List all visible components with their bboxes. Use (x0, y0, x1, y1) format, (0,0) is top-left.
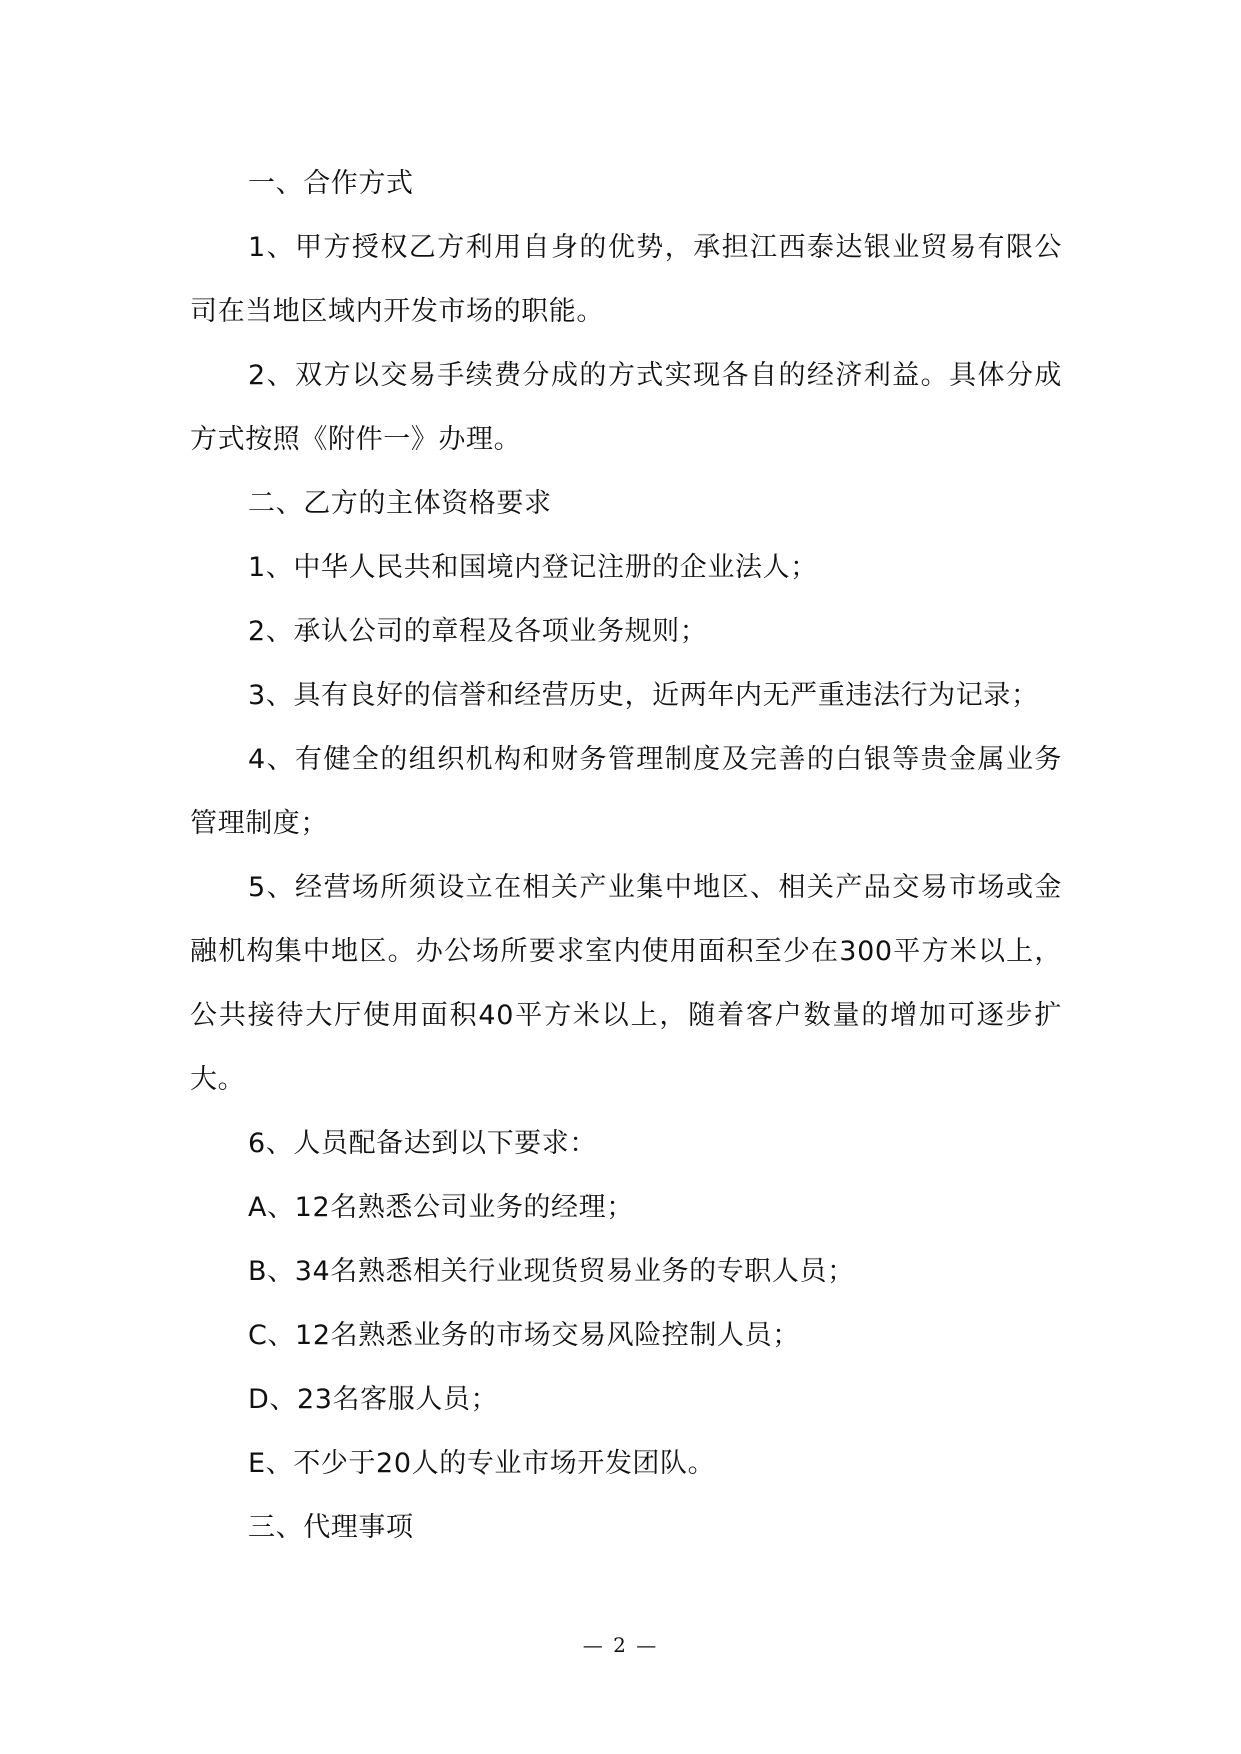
staff-item-b: B、34名熟悉相关行业现货贸易业务的专职人员； (248, 1256, 855, 1287)
section-heading-qualification: 二、乙方的主体资格要求 (248, 488, 552, 519)
paragraph-qualification-6: 6、人员配备达到以下要求： (248, 1128, 597, 1159)
staff-item-c: C、12名熟悉业务的市场交易风险控制人员； (248, 1320, 800, 1351)
section-heading-cooperation: 一、合作方式 (248, 168, 414, 199)
paragraph-qualification-2: 2、承认公司的章程及各项业务规则； (248, 616, 708, 647)
staff-item-d: D、23名客服人员； (248, 1384, 499, 1415)
paragraph-qualification-5: 5、经营场所须设立在相关产业集中地区、相关产品交易市场或金融机构集中地区。办公场所要求室内使用面积至少在300平方米以上，公共接待大厅使用面积40平方米以上，随着客户数量的增加可逐步扩大。 (190, 872, 1062, 1095)
section-heading-agency: 三、代理事项 (248, 1512, 414, 1543)
staff-item-a: A、12名熟悉公司业务的经理； (248, 1192, 634, 1223)
paragraph-qualification-3: 3、具有良好的信誉和经营历史，近两年内无严重违法行为记录； (248, 680, 1039, 711)
document-body (190, 152, 1062, 1560)
paragraph-qualification-1: 1、中华人民共和国境内登记注册的企业法人； (248, 552, 818, 583)
paragraph-cooperation-1: 1、甲方授权乙方利用自身的优势，承担江西泰达银业贸易有限公司在当地区域内开发市场的职能。 (190, 232, 1062, 327)
page-number: — 2 — (582, 1633, 659, 1657)
paragraph-qualification-4: 4、有健全的组织机构和财务管理制度及完善的白银等贵金属业务管理制度； (190, 744, 1062, 839)
staff-item-e: E、不少于20人的专业市场开发团队。 (248, 1448, 716, 1479)
paragraph-cooperation-2: 2、双方以交易手续费分成的方式实现各自的经济利益。具体分成方式按照《附件一》办理。 (190, 360, 1062, 455)
